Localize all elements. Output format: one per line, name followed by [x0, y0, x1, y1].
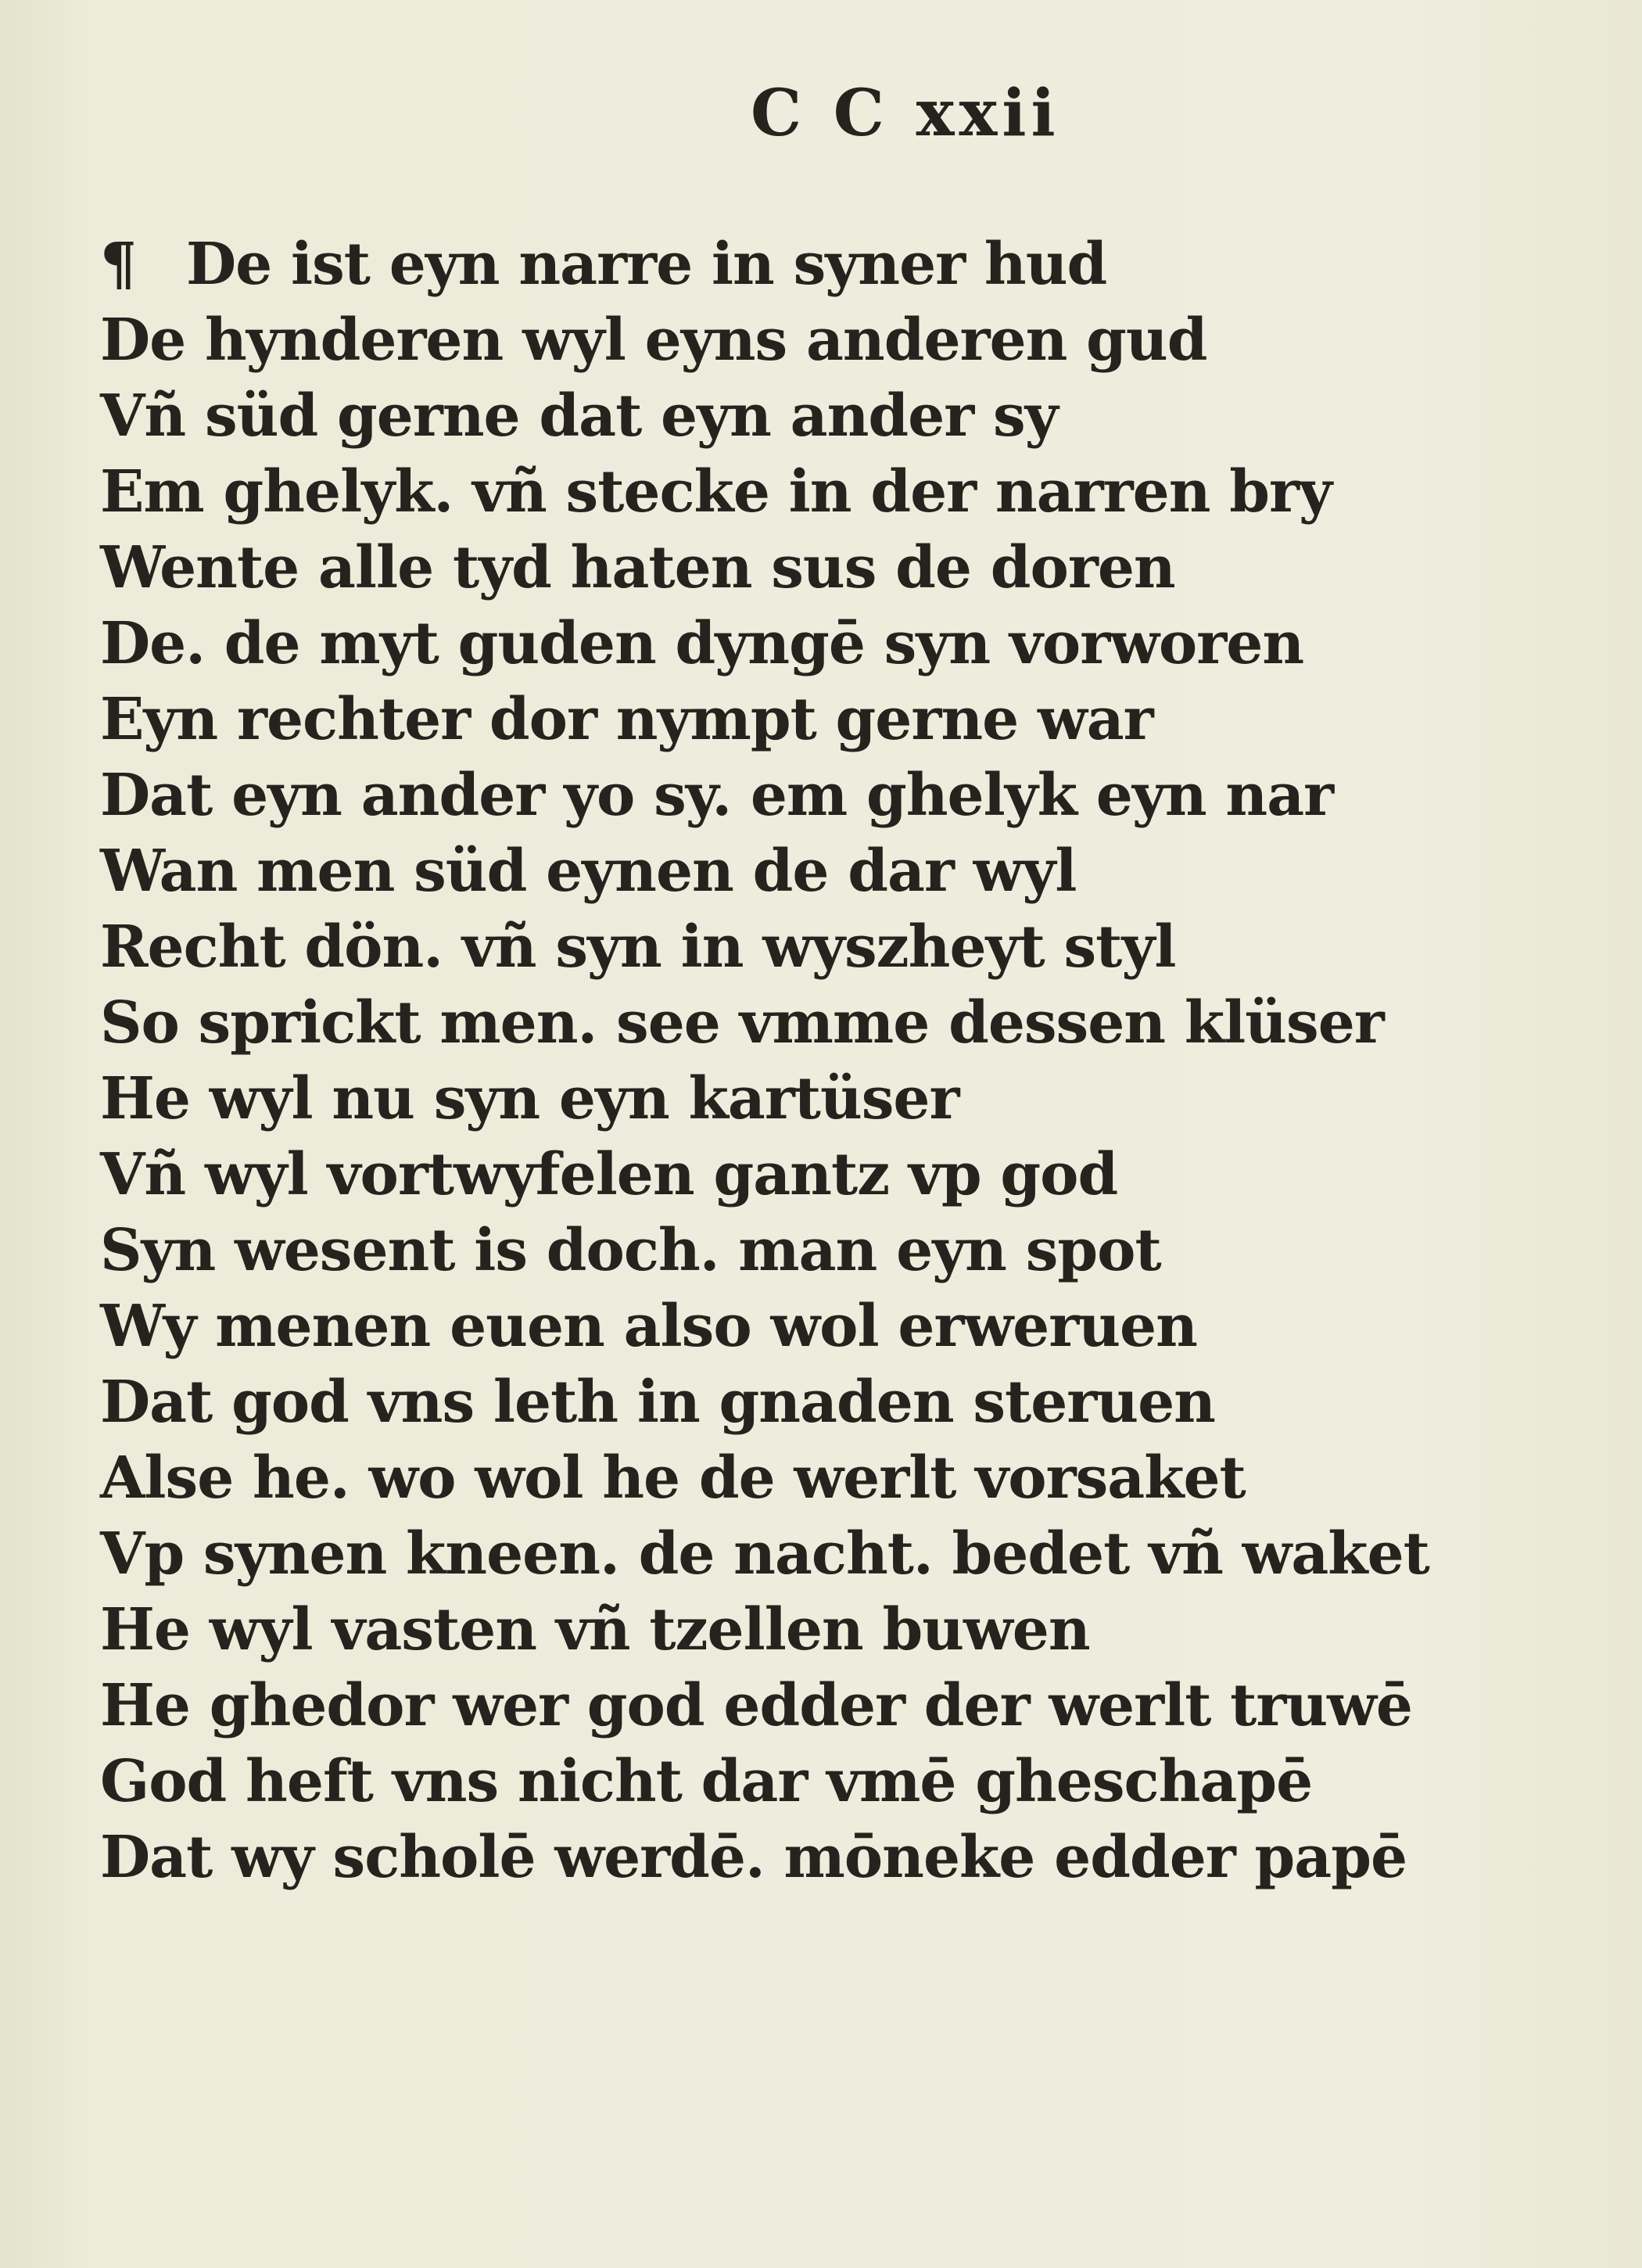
verse-line-5: Wente alle tyd haten sus de doren: [100, 534, 1175, 601]
pilcrow-icon: ¶: [100, 231, 137, 298]
verse-line-2: De hynderen wyl eyns anderen gud: [100, 307, 1207, 374]
verse-line-1-text: De ist eyn narre in syner hud: [186, 231, 1107, 298]
verse-line-4: Em ghelyk. vñ stecke in der narren bry: [100, 458, 1332, 526]
verse-line-18: Vp synen kneen. de nacht. bedet vñ waket: [100, 1520, 1429, 1588]
verse-line-22: Dat wy scholē werdē. mōneke edder papē: [100, 1824, 1407, 1891]
verse-line-1: [100, 227, 1429, 303]
verse-line-13: Vñ wyl vortwyfelen gantz vp god: [100, 1141, 1118, 1208]
verse-line-20: He ghedor wer god edder der werlt truwē: [100, 1672, 1412, 1739]
verse-line-7: Eyn rechter dor nympt gerne war: [100, 686, 1153, 753]
verse-line-8: Dat eyn ander yo sy. em ghelyk eyn nar: [100, 762, 1334, 829]
verse-line-17: Alse he. wo wol he de werlt vorsaket: [100, 1444, 1246, 1512]
folio-number: C C xxii: [751, 76, 1060, 151]
verse-line-9: Wan men süd eynen de dar wyl: [100, 838, 1077, 905]
verse-line-21: God heft vns nicht dar vmē gheschapē: [100, 1748, 1313, 1815]
verse-line-10: Recht dön. vñ syn in wyszheyt styl: [100, 913, 1176, 981]
verse-line-14: Syn wesent is doch. man eyn spot: [100, 1217, 1161, 1284]
verse-line-15: Wy menen euen also wol erweruen: [100, 1293, 1197, 1360]
verse-line-6: De. de myt guden dyngē syn vorworen: [100, 610, 1304, 677]
verse-line-3: Vñ süd gerne dat eyn ander sy: [100, 382, 1058, 450]
verse-line-12: He wyl nu syn eyn kartüser: [100, 1065, 959, 1132]
verse-text: [100, 227, 1429, 1896]
verse-line-19: He wyl vasten vñ tzellen buwen: [100, 1596, 1090, 1663]
verse-line-16: Dat god vns leth in gnaden steruen: [100, 1369, 1215, 1436]
verse-line-11: So sprickt men. see vmme dessen klüser: [100, 989, 1384, 1057]
